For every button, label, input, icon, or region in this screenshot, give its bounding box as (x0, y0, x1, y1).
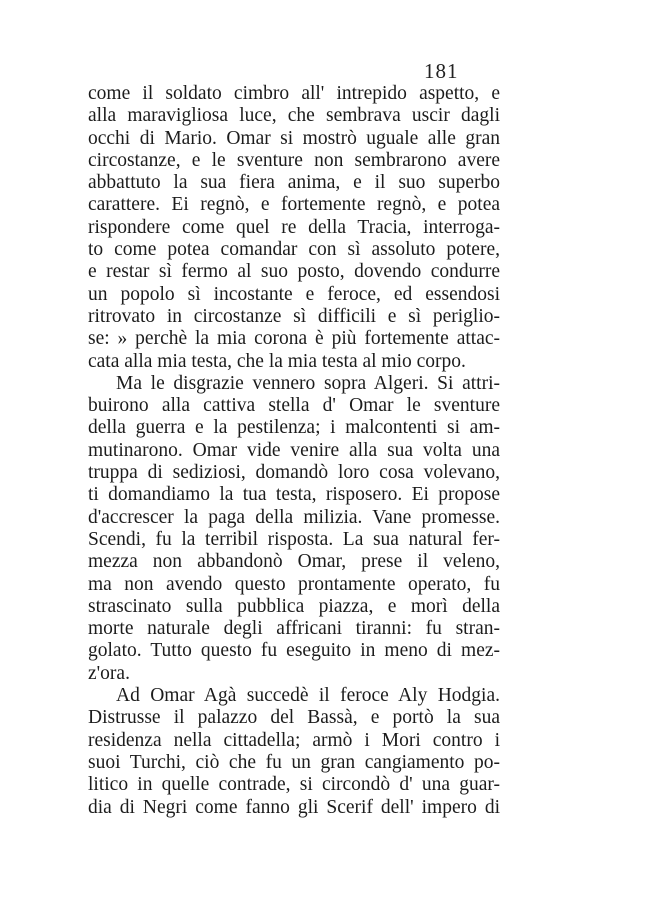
body-text (88, 83, 500, 819)
text-line: rispondere come quel re della Tracia, interroga- (88, 216, 500, 238)
text-line: alla maravigliosa luce, che sembrava uscir dagli (88, 105, 500, 127)
paragraph-end-line: z'ora. (88, 662, 130, 684)
text-line: circostanze, e le sventure non sembrarono avere (88, 149, 500, 171)
text-line: e restar sì fermo al suo posto, dovendo condurre (88, 261, 500, 283)
page-number: 181 (424, 59, 459, 83)
text-line: residenza nella cittadella; armò i Mori contro i (88, 729, 500, 751)
paragraph-start-line: Ad Omar Agà succedè il feroce Aly Hodgia. (116, 685, 500, 707)
paragraph-end-line: cata alla mia testa, che la mia testa al mio corpo. (88, 350, 466, 372)
text-line: un popolo sì incostante e feroce, ed essendosi (88, 283, 500, 305)
text-line: occhi di Mario. Omar si mostrò uguale alle gran (88, 127, 500, 149)
text-line: ritrovato in circostanze sì difficili e sì periglio- (88, 305, 500, 327)
text-line: mezza non abbandonò Omar, prese il veleno, (88, 551, 500, 573)
text-line: suoi Turchi, ciò che fu un gran cangiamento po- (88, 751, 500, 773)
text-line: strascinato sulla pubblica piazza, e morì della (88, 595, 500, 617)
text-line: carattere. Ei regnò, e fortemente regnò, e potea (88, 194, 500, 216)
text-line: Scendi, fu la terribil risposta. La sua natural fer- (88, 528, 500, 550)
text-line: golato. Tutto questo fu eseguito in meno di mez- (88, 640, 500, 662)
text-line: dia di Negri come fanno gli Scerif dell' impero di (88, 796, 500, 818)
text-line: ma non avendo questo prontamente operato, fu (88, 573, 500, 595)
paragraph-start-line: Ma le disgrazie vennero sopra Algeri. Si attri- (116, 372, 500, 394)
text-line: to come potea comandar con sì assoluto potere, (88, 239, 500, 261)
text-line: litico in quelle contrade, si circondò d' una guar- (88, 774, 500, 796)
text-line: Distrusse il palazzo del Bassà, e portò la sua (88, 707, 500, 729)
text-line: se: » perchè la mia corona è più fortemente attac- (88, 328, 500, 350)
text-line: ti domandiamo la tua testa, risposero. Ei propose (88, 484, 500, 506)
text-line: come il soldato cimbro all' intrepido aspetto, e (88, 83, 500, 104)
text-line: d'accrescer la paga della milizia. Vane promesse. (88, 506, 500, 528)
text-line: truppa di sediziosi, domandò loro cosa volevano, (88, 462, 500, 484)
text-line: della guerra e la pestilenza; i malcontenti si am- (88, 417, 500, 439)
text-line: morte naturale degli affricani tiranni: fu stran- (88, 618, 500, 640)
text-line: mutinarono. Omar vide venire alla sua volta una (88, 439, 500, 461)
text-line: abbattuto la sua fiera anima, e il suo superbo (88, 172, 500, 194)
text-line: buirono alla cattiva stella d' Omar le sventure (88, 395, 500, 417)
